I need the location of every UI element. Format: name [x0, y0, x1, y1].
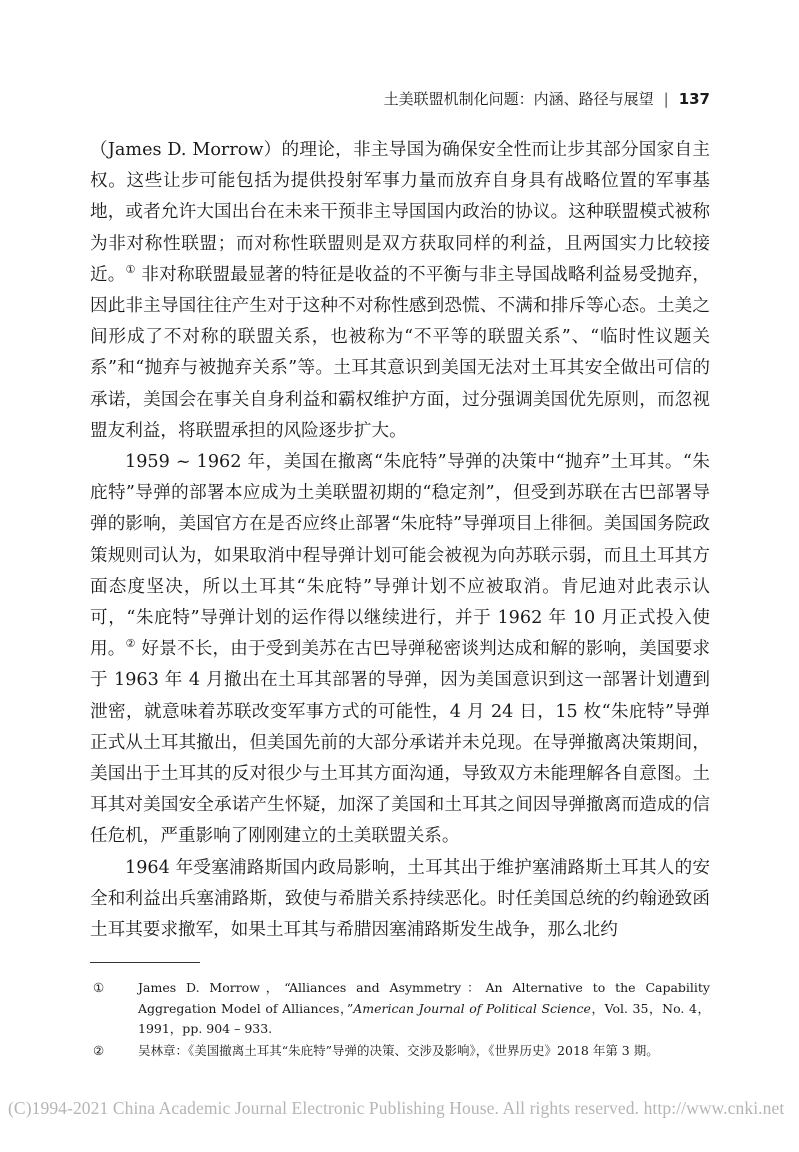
- running-header: [90, 88, 710, 109]
- footnote-ref-2[interactable]: ②: [125, 637, 136, 651]
- main-body: [90, 135, 710, 946]
- footnote-2-text: [138, 1041, 710, 1062]
- paragraph-3: [90, 853, 710, 947]
- header-separator: |: [663, 90, 669, 108]
- footnote-ref-1[interactable]: ①: [125, 262, 136, 276]
- running-title: 土美联盟机制化问题：内涵、路径与展望: [383, 90, 654, 108]
- paragraph-2-text-a: 1959 ~ 1962 年，美国在撤离“朱庇特”导弹的决策中“抛弃”土耳其。“朱庇特”导弹的部署本应成为土美联盟初期的“稳定剂”，但受到苏联在古巴部署导弹的影响，美国官方在是否应终止部署“朱庇特”导弹项目上徘徊。美国国务院政策规则司认为，如果取消中程导弹计划可能会被视为向苏联示弱，而且土耳其方面态度坚决，所以土耳其“朱庇特”导弹计划不应被取消。肯尼迪对此表示认可，“朱庇特”导弹计划的运作得以继续进行，并于 1962 年 10 月正式投入使用。: [90, 452, 710, 660]
- paragraph-2-text-b: 好景不长，由于受到美苏在古巴导弹秘密谈判达成和解的影响，美国要求于 1963 年 4 月撤出在土耳其部署的导弹，因为美国意识到这一部署计划遭到泄密，就意味着苏联改变军事方式的可能性，4 月 24 日，15 枚“朱庇特”导弹正式从土耳其撤出，但美国先前的大部分承诺并未兑现。在导弹撤离决策期间，美国出于土耳其的反对很少与土耳其方面沟通，导致双方未能理解各自意图。土耳其对美国安全承诺产生怀疑，加深了美国和土耳其之间因导弹撤离而造成的信任危机，严重影响了刚刚建立的土美联盟关系。: [90, 639, 710, 847]
- page-number: 137: [678, 90, 710, 108]
- paragraph-2: [90, 447, 710, 853]
- footnote-2-mark: ②: [93, 1042, 105, 1058]
- paragraph-1-text-b: 非对称联盟最显著的特征是收益的不平衡与非主导国战略利益易受抛弃，因此非主导国往往产生对于这种不对称性感到恐慌、不满和排斥等心态。土美之间形成了不对称的联盟关系，也被称为“不平等的联盟关系”、“临时性议题关系”和“抛弃与被抛弃关系”等。土耳其意识到美国无法对土耳其安全做出可信的承诺，美国会在事关自身利益和霸权维护方面，过分强调美国优先原则，而忽视盟友利益，将联盟承担的风险逐步扩大。: [90, 264, 710, 441]
- footnote-divider: [90, 962, 200, 963]
- paragraph-1: [90, 135, 710, 447]
- footnote-1-text-b: ，Vol. 35，No. 4，1991，pp. 904 – 933.: [138, 1000, 710, 1036]
- footnote-2-text-a: 吴林章：《美国撤离土耳其“朱庇特”导弹的决策、交涉及影响》，《世界历史》2018 年第 3 期。: [138, 1042, 659, 1058]
- paragraph-1-text-a: （James D. Morrow）的理论，非主导国为确保安全性而让步其部分国家自主权。这些让步可能包括为提供投射军事力量而放弃自身具有战略位置的军事基地，或者允许大国出台在未来干预非主导国国内政治的协议。这种联盟模式被称为非对称性联盟；而对称性联盟则是双方获取同样的利益，且两国实力比较接近。: [90, 140, 710, 285]
- copyright-watermark: (C)1994-2021 China Academic Journal Electronic Publishing House. All rights reserved. http://www.cnki.net: [8, 1098, 785, 1118]
- footnote-1-text: [138, 978, 710, 1040]
- footnote-1-mark: ①: [93, 980, 105, 995]
- footnote-1-text-a: James D. Morrow，“Alliances and Asymmetry：An Alternative to the Capability Aggregation Model of Alliances，”: [138, 980, 710, 1016]
- footnote-2: [90, 1041, 710, 1062]
- footnotes: [90, 978, 710, 1062]
- footnote-1: [90, 978, 710, 1040]
- footnote-1-journal: American Journal of Political Science: [353, 1000, 591, 1016]
- paragraph-3-text: 1964 年受塞浦路斯国内政局影响，土耳其出于维护塞浦路斯土耳其人的安全和利益出兵塞浦路斯，致使与希腊关系持续恶化。时任美国总统的约翰逊致函土耳其要求撤军，如果土耳其与希腊因塞浦路斯发生战争，那么北约: [90, 857, 710, 941]
